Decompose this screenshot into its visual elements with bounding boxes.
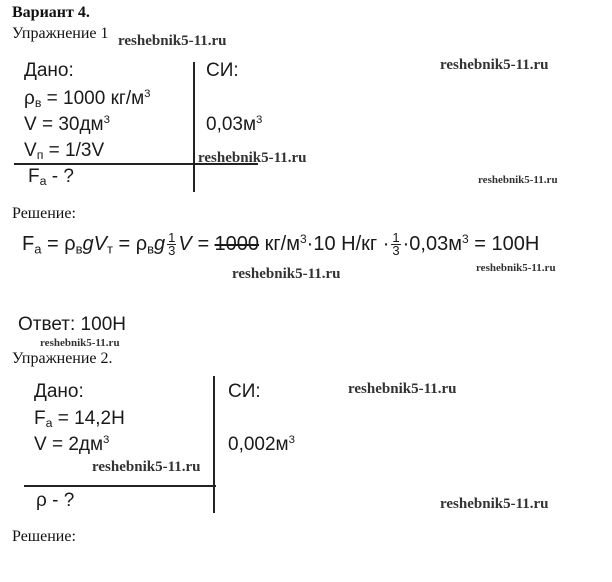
given-force: $F_а = 14,2Н$ [34, 408, 125, 431]
given-divider-vertical-2 [213, 376, 215, 513]
watermark: reshebnik5-11.ru [232, 266, 341, 282]
si-volume: $0,03м^3$ [206, 114, 263, 135]
given-label: Дано: [24, 60, 74, 81]
watermark: reshebnik5-11.ru [348, 381, 457, 397]
exercise-1-label: Упражнение 1 [12, 25, 109, 42]
given-volume-2: $V = 2дм^3$ [34, 434, 110, 455]
watermark-small: reshebnik5-11.ru [476, 262, 556, 274]
exercise-2-label: Упражнение 2. [12, 350, 113, 367]
solution-formula: $F_а = \rho_вgV_т = \rho_вg$ $\frac{1}{3}$ V = 1000 $кг/м^3\cdot 10$ Н/кг · $\frac{1}{3}$ $\cdot 0,03м^3 = 100Н$ [22, 230, 540, 259]
si-label: СИ: [206, 60, 239, 81]
given-density: $\rho_в = 1000$ $кг/м^3$ [24, 88, 151, 111]
fraction-one-third-2: $\frac{1}{3}$ [392, 230, 400, 259]
si-volume-2: $0,002м^3$ [228, 434, 295, 455]
answer: Ответ: 100Н [18, 314, 126, 335]
find-unknown: $F_а$ - ? [28, 166, 74, 189]
watermark: reshebnik5-11.ru [92, 459, 201, 475]
si-label-2: СИ: [228, 381, 261, 402]
page-title: Вариант 4. [12, 4, 90, 21]
watermark: reshebnik5-11.ru [440, 57, 549, 73]
given-submerged-volume: $V_п = 1/3V$ [24, 140, 105, 163]
fraction-one-third: $\frac{1}{3}$ [168, 230, 176, 259]
watermark: reshebnik5-11.ru [198, 150, 307, 166]
watermark-small: reshebnik5-11.ru [40, 337, 120, 349]
watermark: reshebnik5-11.ru [440, 496, 549, 512]
watermark: reshebnik5-11.ru [118, 33, 227, 49]
watermark-small: reshebnik5-11.ru [478, 174, 558, 186]
find-unknown-2: ρ - ? [36, 490, 75, 511]
given-volume: $V = 30дм^3$ [24, 114, 110, 135]
solution-label: Решение: [12, 205, 76, 222]
given-divider-vertical [193, 62, 195, 192]
solution-label-2: Решение: [12, 528, 76, 545]
given-divider-horizontal-2 [24, 485, 216, 487]
given-label-2: Дано: [34, 381, 84, 402]
